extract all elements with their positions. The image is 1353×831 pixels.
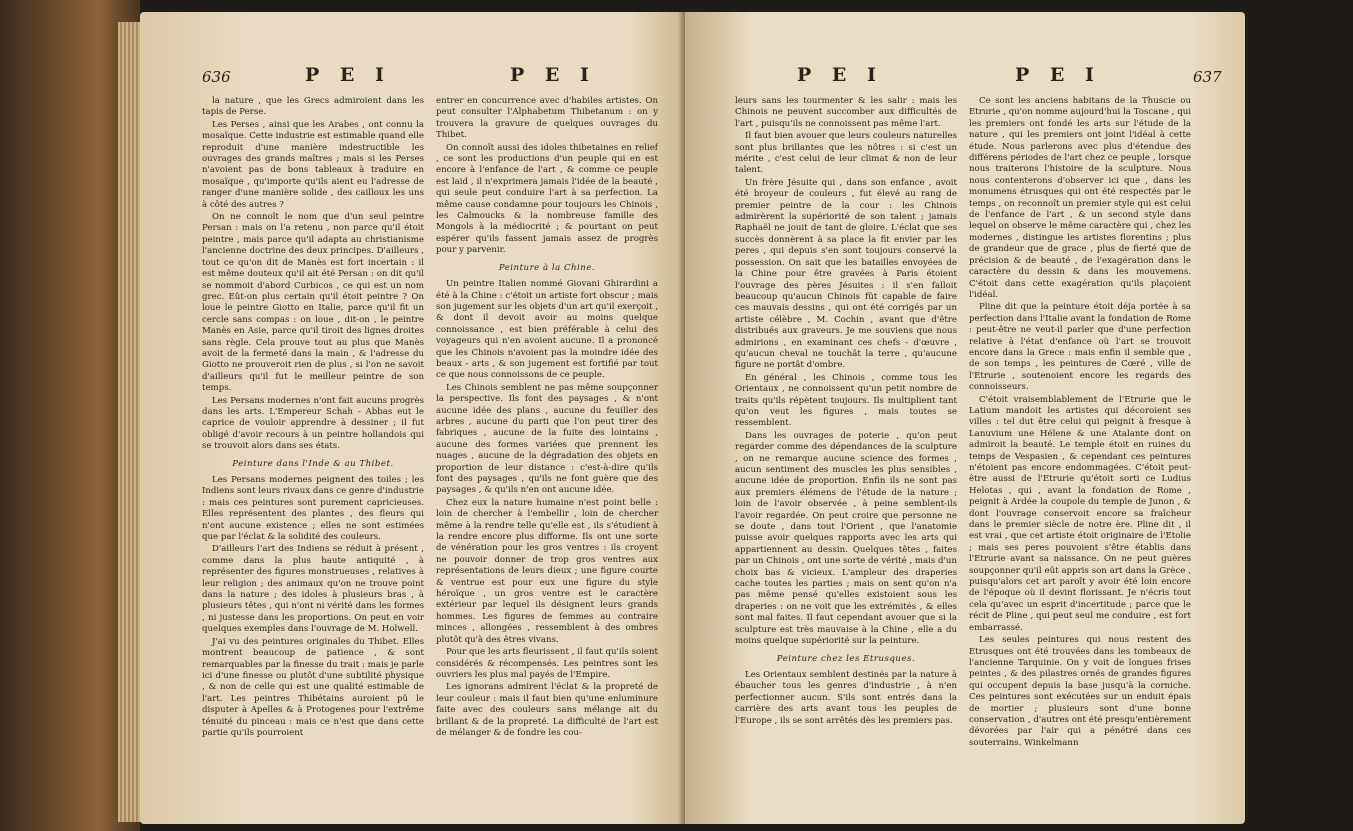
section-heading: Peinture dans l'Inde & au Thibet. (232, 458, 394, 469)
paragraph: Les Chinois semblent ne pas même soupçonner la perspective. Ils font des paysages , & n'ont aucune idée des plans , aucune du feuiller des arbres , aucune du parti que l'on peut tirer des fabriques , aucune de la fuite des lointains , aucune des formes variées que prennent les nuages , aucune de la dégradation des objets en proportion de leur distance : c'est-à-dire qu'ils font des paysages , qu'ils ne font guère que des paysages , & qu'ils n'en ont aucune idée. (436, 382, 658, 496)
paragraph: Les Perses , ainsi que les Arabes , ont connu la mosaïque. Cette industrie est estimable quand elle reproduit d'une manière indestructible les ouvrages des grands maîtres ; mais si les Perses n'avoient pas de bons tableaux à traduire en mosaïque , qu'importe qu'ils aient eu l'adresse de ranger d'une manière solide , des cailloux les uns à côté des autres ? (202, 119, 424, 210)
running-head: P E I (305, 64, 391, 86)
paragraph: Un frère Jésuite qui , dans son enfance , avoit été broyeur de couleurs , fut élevé au rang de premier peintre de la cour : les Chinois admirèrent la supériorité de son talent ; jamais Raphaël ne jouit de tant de gloire. L'éclat que ses succès donnèrent à sa place la fit envier par les peres , qui depuis s'en sont toujours conservé la possession. On sait que les batailles envoyées de la Chine pour être gravées à Paris étoient l'ouvrage des pères Jésuites : il s'en falloit beaucoup qu'aucun Chinois fût capable de faire ces mauvais dessins , qui ont été corrigés par un artiste célèbre , M. Cochin , avant que d'être distribués aux graveurs. Je me souviens que nous admirions , en examinant ces chefs - d'œuvre , qu'aucun cheval ne touchât la terre , qu'aucune figure ne portât d'ombre. (735, 177, 957, 371)
paragraph: Pour que les arts fleurissent , il faut qu'ils soient considérés & récompensés. Les peintres sont les ouvriers les plus mal payés de l'Empire. (436, 647, 658, 680)
paragraph: Les Persans modernes n'ont fait aucuns progrès dans les arts. L'Empereur Schah - Abbas eut le caprice de vouloir apprendre à dessiner ; il fut obligé d'avoir recours à un peintre hollandois qui se trouvoit alors dans ses états. (202, 395, 424, 452)
section-heading: Peinture à la Chine. (498, 262, 596, 273)
left-page (140, 12, 685, 824)
paragraph: Dans les ouvrages de poterie , qu'on peut regarder comme des dépendances de la sculpture , on ne remarque aucune science des formes , aucun sentiment des muscles les plus sensibles , aucune idée de proportion. Enfin ils ne sont pas aux premiers élémens de l'étude de la nature ; loin de l'avoir observée , à peine semblent-ils l'avoir regardée. On peut croire que personne ne se doute , dans tout l'Orient , que l'anatomie puisse avoir quelques rapports avec les arts qui appartiennent au dessin. Quelques têtes , faites par un Chinois , ont une sorte de vérité , mais d'un choix bas & vicieux. L'ampleur des draperies cache toutes les parties ; mais on sent qu'on n'a pas même pensé qu'elles existoient sous les draperies : on ne voit que les extrémités , & elles sont mal faites. Il faut cependant avouer que si la sculpture est très mauvaise à la Chine , elle a du moins quelque supériorité sur la peinture. (735, 430, 957, 647)
paragraph: Un peintre Italien nommé Giovani Ghirardini a été à la Chine : c'étoit un artiste fort obscur ; mais son jugement sur les objets d'un art qu'il exerçoit , & dont il devoit avoir au moins quelque connoissance , est bien préférable à celui des voyageurs qui n'en avoient aucune. Il a prononcé que les Chinois n'avoient pas la moindre idée des beaux - arts , & son jugement est fortifié par tout ce que nous connoissons de ce peuple. (436, 279, 658, 381)
paragraph: On connoît aussi des idoles thibetaines en relief , ce sont les productions d'un peuple qui en est encore à l'enfance de l'art , & comme ce peuple est laid , il n'exprimera jamais l'idée de la beauté , qui seule peut conduire l'art à sa perfection. La même cause condamne pour toujours les Chinois , les Calmoucks & la nombreuse famille des Mongols à la médiocrité ; & pourtant on peut espérer qu'ils fassent jamais assez de progrès pour y parvenir. (436, 142, 658, 256)
text-column-left (735, 96, 957, 816)
paragraph: Ce sont les anciens habitans de la Thuscie ou Etrurie , qu'on nomme aujourd'hui la Toscane , qui les premiers ont fondé les arts sur l'étude de la nature , qui les premiers ont joint l'idéal à cette étude. Nous parlerons avec plus d'étendue des différens périodes de l'art chez ce peuple , lorsque nous traiterons l'histoire de la sculpture. Nous nous contenterons d'observer ici que , dans les monumens étrusques qui ont été respectés par le temps , on reconnoît un premier style qui est celui de l'enfance de l'art , & un second style dans lequel on observe le même caractère qui , chez les modernes , distingue les artistes florentins ; plus de grandeur que de grace , plus de fierté que de précision & de beauté , de l'exagération dans le caractère du dessin & dans les mouvemens. C'étoit dans cette exagération qu'ils plaçoient l'idéal. (969, 96, 1191, 300)
paragraph: Il faut bien avouer que leurs couleurs naturelles sont plus brillantes que les nôtres : si c'est un mérite , c'est celui de leur climat & non de leur talent. (735, 131, 957, 176)
paragraph: En général , les Chinois , comme tous les Orientaux , ne connoissent qu'un petit nombre de traits qu'ils répètent toujours. Ils multiplient tant qu'on veut les figures , mais toutes se ressemblent. (735, 372, 957, 429)
text-column-right (436, 96, 658, 816)
running-head: P E I (1015, 64, 1101, 86)
paragraph: Les Orientaux semblent destinés par la nature à ébaucher tous les genres d'industrie , à n'en perfectionner aucun. S'ils sont entrés dans la carrière des arts avant tous les peuples de l'Europe , ils se sont arrêtés dès les premiers pas. (735, 669, 957, 726)
paragraph: Les seules peintures qui nous restent des Etrusques ont été trouvées dans les tombeaux de l'ancienne Tarquinie. On y voit de longues frises peintes , & des pilastres ornés de grandes figures qui occupent depuis la base jusqu'à la corniche. Ces peintures sont exécutées sur un enduit épais de mortier ; plusieurs sont d'une bonne conservation , d'autres ont été presqu'entièrement dévorées par l'air qui a pénétré dans ces souterrains. Winkelmann (969, 635, 1191, 748)
paragraph: Pline dit que la peinture étoit déja portée à sa perfection dans l'Italie avant la fondation de Rome : peut-être ne veut-il parler que d'une perfection relative à l'état d'enfance où l'art se trouvoit encore dans la Grece : mais enfin il semble que , de son temps , les peintures de Cœré , ville de l'Etrurie , soutenoient encore les regards des connoisseurs. (969, 302, 1191, 393)
paragraph: D'ailleurs l'art des Indiens se réduit à présent , comme dans la plus haute antiquité , à représenter des figures monstrueuses , relatives à leur religion ; des animaux qu'on ne trouve point dans la nature ; des idoles à plusieurs bras , à plusieurs têtes , qui n'ont ni vérité dans les formes , ni justesse dans les proportions. On peut en voir quelques exemples dans l'ouvrage de M. Holwell. (202, 544, 424, 635)
background (1245, 12, 1353, 824)
right-page (685, 12, 1245, 824)
section-heading: Peinture chez les Etrusques. (776, 653, 916, 664)
paragraph: On ne connoît le nom que d'un seul peintre Persan : mais on l'a retenu , non parce qu'il étoit peintre , mais parce qu'il adapta au christianisme l'ancienne doctrine des deux principes. D'ailleurs , tout ce qu'on dit de Manès est fort incertain : il est même douteux qu'il ait été Persan : on dit qu'il se nommoit d'abord Curbicos , ce qui est un nom grec. Eût-on plus certain qu'il étoit peintre ? On loue le peintre Giotto en Italie, parce qu'il fit un cercle sans compas : on loue , dit-on , le peintre Manès en Asie, parce qu'il tiroit des lignes droites sans règle. Cela prouve tout au plus que Manès avoit de la fermeté dans la main , & l'adresse du Giotto ne prouveroit rien de plus , si l'on ne savoit d'ailleurs qu'il fut le meilleur peintre de son temps. (202, 212, 424, 394)
text-column-right (969, 96, 1191, 816)
paragraph: Chez eux la nature humaine n'est point belle : loin de chercher à l'embellir , loin de chercher même à la rendre telle qu'elle est , ils s'étudient à la rendre encore plus difforme. Ils ont une sorte de vénération pour les gros ventres : ils croyent ne pouvoir donner de trop gros ventres aux représentations de leurs dieux ; une figure courte & ventrue est pour eux une figure du style héroïque , un gros ventre est le caractère extérieur par lequel ils désignent leurs grands hommes. Les figures de femmes au contraire minces , allongées , ressemblent à des ombres plutôt qu'à des êtres vivans. (436, 497, 658, 645)
paragraph: Les Persans modernes peignent des toiles ; les Indiens sont leurs rivaux dans ce genre d'industrie : mais ces peintures sont purement capricieuses. Elles représentent des plantes , des fleurs qui n'ont aucune existence ; elles ne sont estimées que par l'éclat & la solidité des couleurs. (202, 475, 424, 543)
paragraph: Les ignorans admirent l'éclat & la propreté de leur couleur : mais il faut bien qu'une enluminure faite avec des couleurs sans mélange ait du brillant & de la propreté. La difficulté de l'art est de mélanger & de fondre les cou- (436, 682, 658, 738)
paragraph: leurs sans les tourmenter & les salir : mais les Chinois ne peuvent succomber aux difficultés de l'art , puisqu'ils ne connoissent pas même l'art. (735, 96, 957, 129)
paragraph: la nature , que les Grecs admiroient dans les tapis de Perse. (202, 96, 424, 118)
text-column-left (202, 96, 424, 816)
running-head: P E I (510, 64, 596, 86)
paragraph: C'étoit vraisemblablement de l'Etrurie que le Latium mandoit les artistes qui décoroient ses villes : tel dut être celui qui peignit à fresque à Lanuvium une Hélene & une Atalante dont on admiroit la beauté. Le temple étoit en ruines du temps de Vespasien , & cependant ces peintures n'étoient pas encore endommagées. C'étoit peut-être aussi de l'Etrurie qu'étoit sorti ce Ludius Helotas , qui , avant la fondation de Rome , peignit à Ardée la coupole du temple de Junon , & dont l'ouvrage conservoit encore sa fraîcheur dans le premier siècle de notre ère. Pline dit , il est vrai , que cet artiste étoit originaire de l'Etolie ; mais ses peres pouvoient s'être établis dans l'Etrurie avant sa naissance. On ne peut guères soupçonner qu'il eût appris son art dans la Grèce , puisqu'alors cet art paroît y avoir été loin encore de l'époque où il devint florissant. Je n'écris tout cela qu'avec un esprit d'incertitude ; parce que le récit de Pline , qui peut seul me conduire , est fort embarrassé. (969, 394, 1191, 633)
page-number: 636 (202, 68, 231, 86)
paragraph: entrer en concurrence avec d'habiles artistes. On peut consulter l'Alphabetum Thibetanum : on y trouvera la gravure de quelques ouvrages du Thibet. (436, 96, 658, 141)
running-head: P E I (797, 64, 883, 86)
page-number: 637 (1193, 68, 1222, 86)
paragraph: J'ai vu des peintures originales du Thibet. Elles montrent beaucoup de patience , & sont remarquables par la finesse du trait : mais je parle ici d'une finesse ou plutôt d'une subtilité physique , & non de celle qui est une qualité estimable de l'art. Les peintres Thibétains auroient pû le disputer à Apelles & à Protogenes pour l'extrême ténuité du pinceau : mais ce n'est que dans cette partie qu'ils pourroient (202, 636, 424, 738)
